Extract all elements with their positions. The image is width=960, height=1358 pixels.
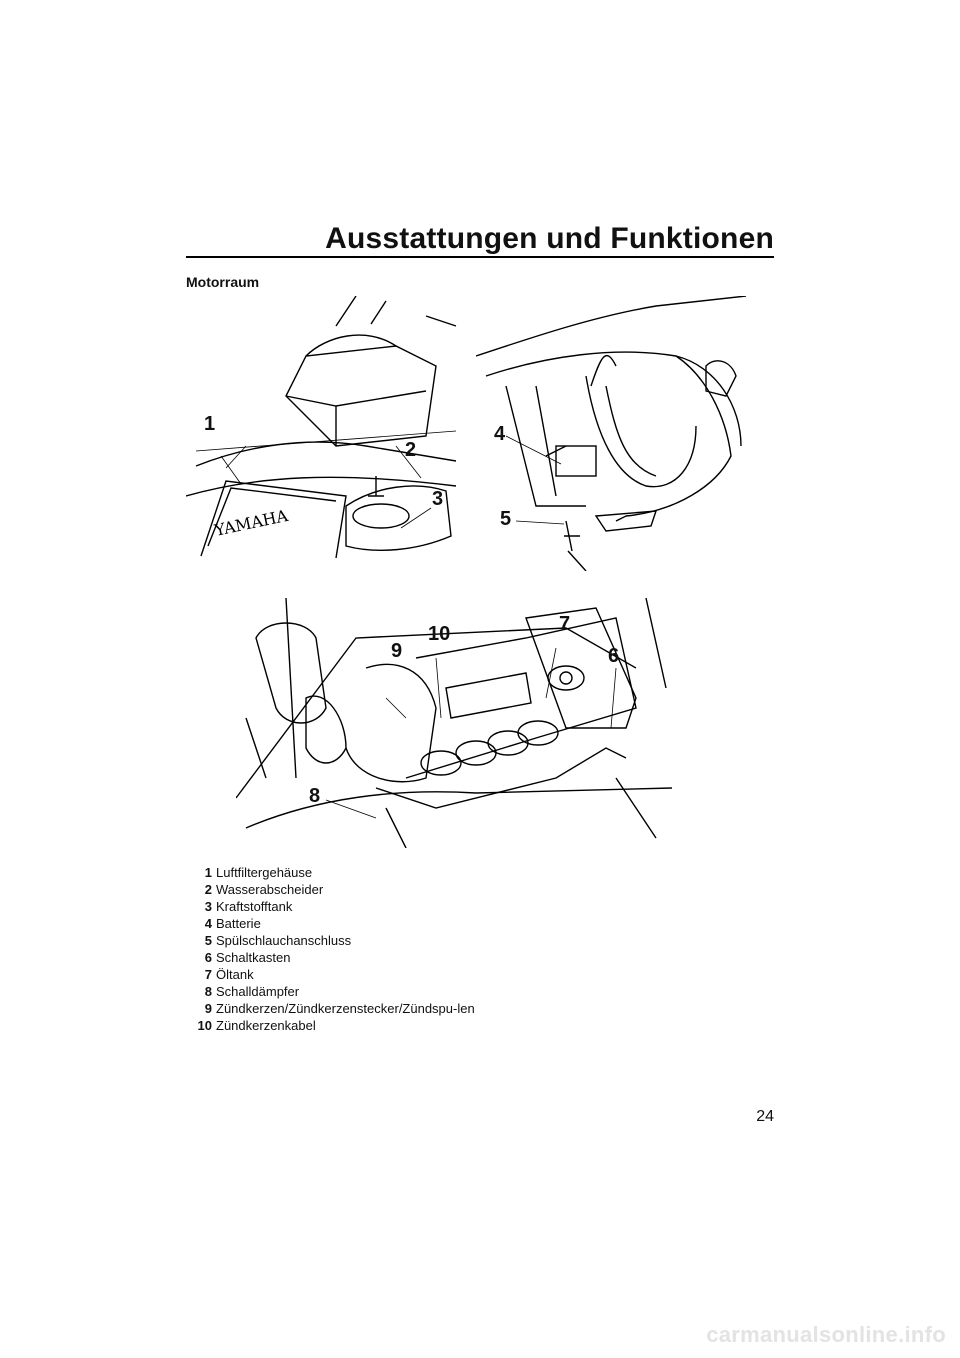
legend-number: 10: [197, 1018, 212, 1033]
legend-number: 7: [204, 967, 212, 982]
legend-text: Öltank: [216, 967, 254, 982]
callout-2: 2: [405, 439, 417, 461]
legend-item: [186, 864, 476, 881]
legend-text: Schaltkasten: [216, 950, 291, 965]
legend-text: Zündkerzenkabel: [216, 1018, 316, 1033]
legend-text: Luftfiltergehäuse: [216, 865, 313, 880]
title-rule: [186, 256, 774, 258]
legend-item: [186, 949, 476, 966]
legend-number: 2: [204, 882, 212, 897]
legend-number: 5: [204, 933, 212, 948]
legend-text: Batterie: [216, 916, 261, 931]
watermark: carmanualsonline.info: [706, 1322, 946, 1347]
callout-1: 1: [204, 413, 216, 435]
legend-text: Spülschlauchanschluss: [216, 933, 352, 948]
legend-item: [186, 932, 476, 949]
legend-text: Schalldämpfer: [216, 984, 300, 999]
legend-item: [186, 915, 476, 932]
page-number: 24: [756, 1108, 774, 1125]
callout-6: 6: [608, 645, 620, 667]
legend-number: 4: [204, 916, 212, 931]
legend-text: Kraftstofftank: [216, 899, 293, 914]
legend-item: [186, 1000, 476, 1017]
callout-4: 4: [494, 423, 506, 445]
legend-number: 9: [204, 1001, 212, 1016]
illustration-engine-bay: [236, 578, 672, 848]
legend-text: Zündkerzen/Zündkerzenstecker/Zündspu-len: [216, 1001, 475, 1016]
callout-7: 7: [559, 613, 571, 635]
callout-8: 8: [309, 785, 321, 807]
callout-9: 9: [391, 640, 403, 662]
legend-number: 1: [204, 865, 212, 880]
illustration-battery-compartment: [476, 296, 751, 571]
legend-number: 6: [204, 950, 212, 965]
legend-item: [186, 966, 476, 983]
legend-text: Wasserabscheider: [216, 882, 324, 897]
legend-number: 3: [204, 899, 212, 914]
section-heading: Motorraum: [186, 274, 260, 290]
callout-10: 10: [428, 623, 451, 645]
legend-item: [186, 1017, 476, 1034]
legend-item: [186, 881, 476, 898]
svg-text:YAMAHA: YAMAHA: [212, 505, 290, 540]
legend-list: [186, 864, 476, 1034]
callout-3: 3: [432, 488, 444, 510]
legend-item: [186, 898, 476, 915]
page-title: Ausstattungen und Funktionen: [325, 222, 774, 255]
legend-item: [186, 983, 476, 1000]
callout-5: 5: [500, 508, 512, 530]
illustration-air-filter-area: [186, 296, 466, 566]
legend-number: 8: [204, 984, 212, 999]
